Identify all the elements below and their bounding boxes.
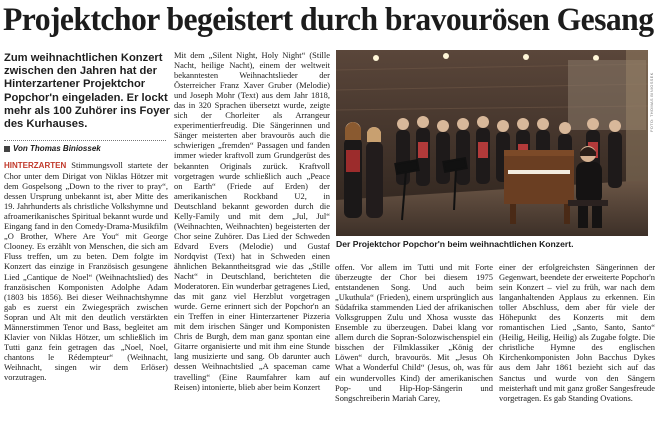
dateline: HINTERZARTEN: [4, 161, 67, 170]
byline: [4, 144, 170, 154]
column-1: [4, 160, 168, 382]
column-2: Mit dem „Silent Night, Holy Night“ (Stille Nacht, heilige Nacht), einem der weltweit bekanntesten Weihnachtslieder der Österreicher Franz Xaver Gruber (Melodie) und Joseph Mohr (Text) aus dem Jahr 1818, das in 320 Sprachen übersetzt wurde, zeigte sich der Chorleiter als Arrangeur experimentierfreudig. Die Sängerinnen und Sänger meisterten aber bravourös auch die schwierigen „fremden“ Passagen und fanden immer wieder kraftvoll zum Grundgerüst des bekannten Originals zurück. Kraftvoll vorgetragen wurde schließlich auch „Peace on Earth“ (Friede auf Erden) der amerikanischen Rockband U2, in Deutschland bekannt geworden durch die Kelly-Family und mit dem „Jul, Jul“ (Weihnachten, Weihnachten) begeisterten der Chor seine Zuhörer. Das Lied der Schweden Edvard Evers (Melodie) und Gustaf Nordqvist (Text) hat in Schweden einen ähnlichen Bekanntheitsgrad wie das „Stille Nacht“ in Deutschland, berichteten die Moderatoren. Ein wunderbar getragenes Lied, das mit ganz viel Herzblut vorgetragen wurde. Gerne erinnert sich der Popchor'n an ein Treffen in einer Hinterzartener Pizzeria mit dem irischen Sänger und Komponisten Chris de Burgh, dem man ganz spontan eine Gitarre organisierte und mit ihm eine Stunde lang musizierte und sang. Ob darunter auch dessen Weihnachtslied „A spaceman came travelling“ (Eine Raumfahrer kam auf Reisen) intonierte, blieb aber beim Konzert: [174, 50, 330, 392]
column-3: offen. Vor allem im Tutti und mit Forte überzeugte der Chor bei diesem 1975 entstandenen Song. Und auch beim „Ukuthula“ (Frieden), einem ursprünglich aus Südafrika stammenden Lied der afrikanischen Volksgruppen Zulu und Xhosa wusste das Ensemble zu überzeugen. Dabei klang vor allem durch die Sopran-Solozwischenspiel ein bisschen der Filmklassiker „König der Löwen“ durch, bravourös. Mit „Jesus Oh What a Wonderful Child“ (Jesus, oh, was für ein wundervolles Kind) der amerikanischen Pop- und Hip-Hop-Sängerin und Songschreiberin Mariah Carey,: [335, 262, 493, 403]
bullet-icon: [4, 146, 10, 152]
author-name: Von Thomas Biniossek: [13, 144, 101, 153]
lead-paragraph: Zum weihnachtlichen Konzert zwischen den Jahren hat der Hinterzartener Projektchor Popchor'n eingeladen. Er lockt mehr als 100 Zuhörer ins Foyer des Kurhauses.: [4, 52, 171, 131]
divider: [4, 140, 166, 141]
column-4: einer der erfolgreichsten Sängerinnen der Gegenwart, beendete der erweiterte Popchor'n sein Konzert – viel zu früh, war nach dem langanhaltenden Applaus zu erkennen. Ein toller Abschluss, dem aber für viele der Höhepunkt des Konzerts mit dem romantischen Lied „Santo, Santo, Santo“ (Heilig, Heilig, Heilig) als Zugabe folgte. Die christliche Hymne des englischen Kirchenkomponisten John Bacchus Dykes aus dem Jahr 1861 bezieht sich auf das Sanctus und wurde von den Sängern meisterhaft und mit ganz großer Sangesfreude vorgetragen. Es gab Standing Ovations.: [499, 262, 655, 403]
photo-caption: Der Projektchor Popchor'n beim weihnachtlichen Konzert.: [336, 239, 574, 249]
headline: Projektchor begeistert durch bravourösen Gesang: [3, 2, 654, 38]
photo-credit: FOTO: THOMAS BINIOSSEK: [649, 72, 654, 132]
column-1-text: Stimmungsvoll startete der Chor unter dem Dirigat von Niklas Hötzer mit dem Gospelsong „Down to the river to pray“, dessen Ursprung unbekannt ist, aber Mitte des 19. Jahrhunderts als christliche Volkshymne und afroamerikanisches Spiritual bekannt wurde und Eingang fand in den Comedy-Drama-Musikfilm „O Brother, Where Are You“ mit George Clooney. Es erzählt von Menschen, die sich am Fluss treffen, um zu beten. Dem folgte im Konzert das einzige in Französisch gesungene Lied „Cantique de Noel“ (Weihnachtslied) des französischen Komponisten Adolphe Adam (1803 bis 1856). Bei dieser Weihnachtshymne gab es zuerst ein Zwiegespräch zwischen Sopran und Alt mit den deutlich verstärkten Männerstimmen Tenor und Bass, begleitet am Klavier von Niklas Hötzer, um schließlich im Tutti ganz fein getragen das „Noel, Noel, chantons le Rédempteur“ (Weihnacht, Weihnacht, singen wir dem Erlöser) vorzutragen.: [4, 160, 168, 382]
choir-photo: [336, 50, 648, 236]
